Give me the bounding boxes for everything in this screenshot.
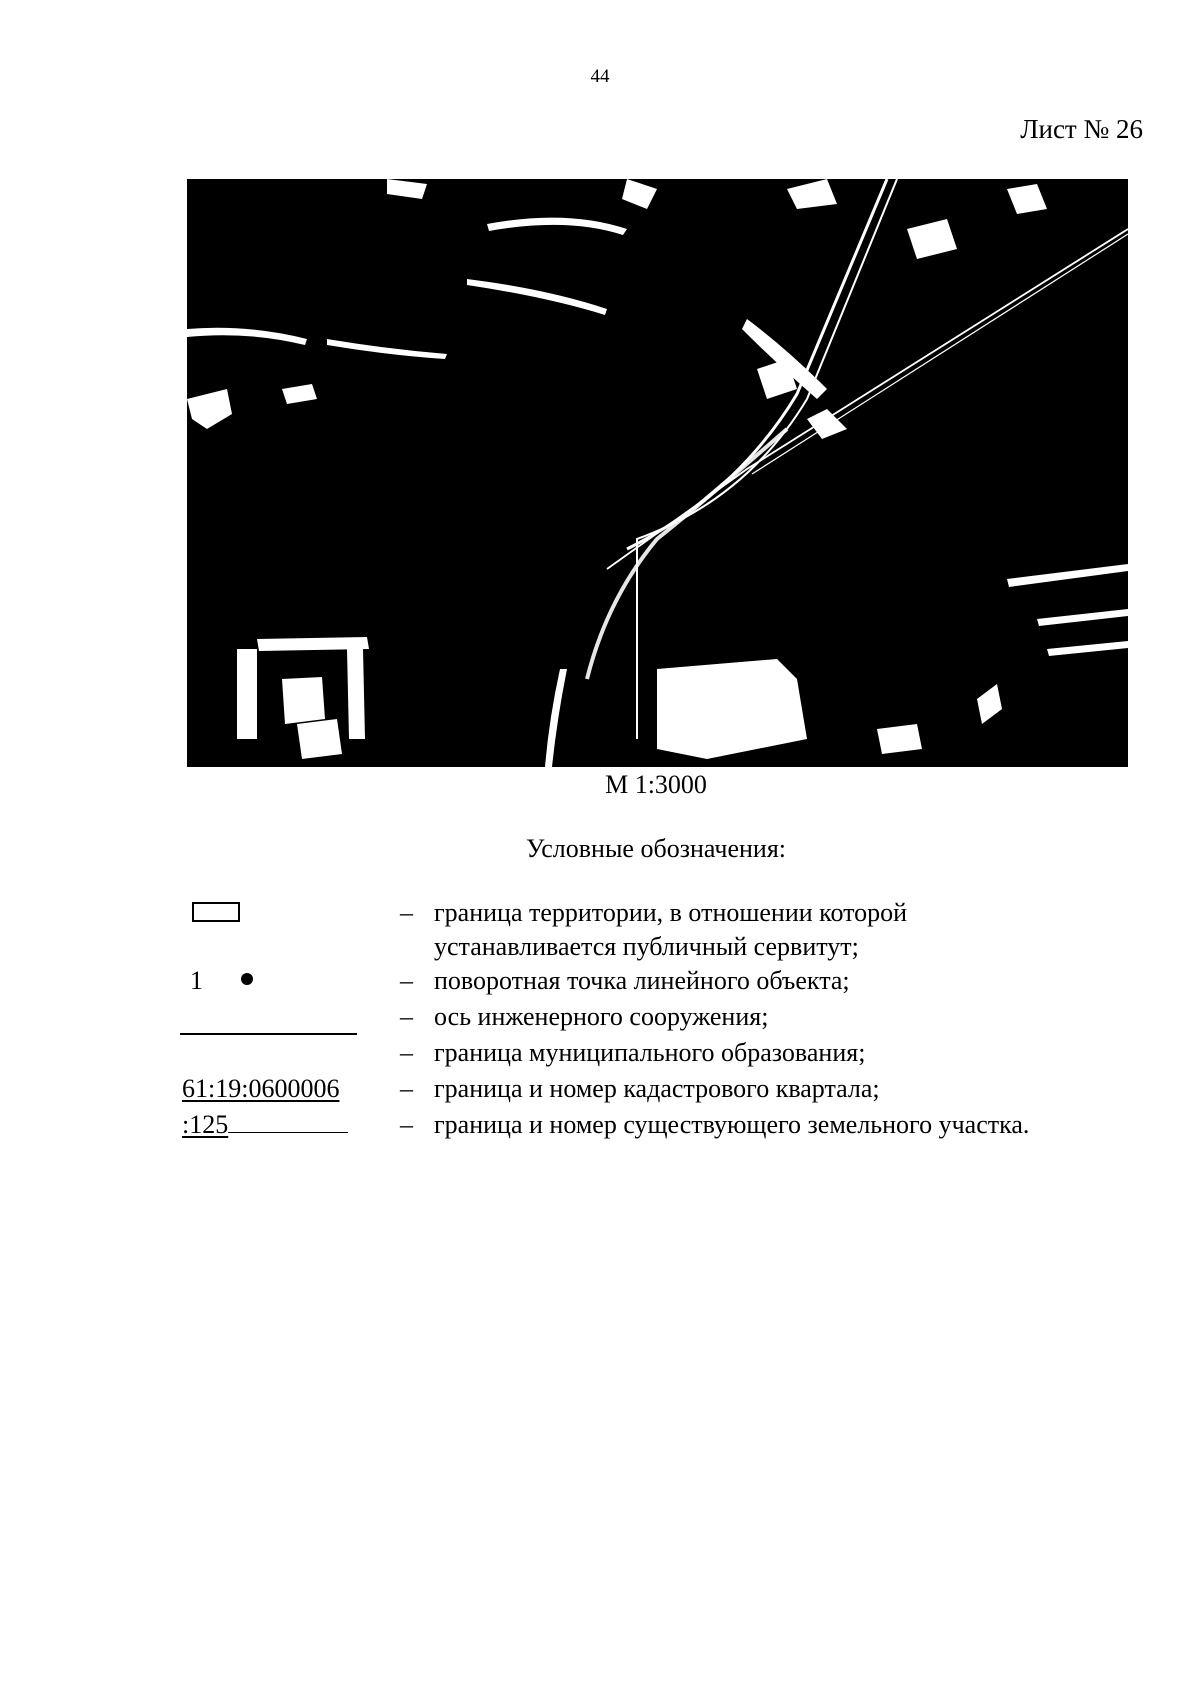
- legend-row-cadastral-quarter: [180, 1072, 1135, 1108]
- legend-description: поворотная точка линейного объекта;: [434, 966, 850, 995]
- legend-title: Условные обозначения:: [525, 834, 787, 863]
- legend-symbol-cell: [180, 1072, 390, 1108]
- legend-dash: –: [400, 966, 413, 995]
- cadastral-number-label: 61:19:0600006: [182, 1074, 340, 1103]
- sheet-label: Лист № 26: [1020, 114, 1143, 144]
- map-scale: М 1:3000: [605, 770, 707, 799]
- boundary-rectangle-icon: [192, 902, 240, 922]
- legend-symbol-cell: [180, 1000, 390, 1036]
- legend-row-land-plot: [180, 1108, 1135, 1144]
- legend-symbol-cell: [180, 1108, 390, 1144]
- legend-symbol-cell: [180, 964, 390, 1000]
- legend-description-line: устанавливается публичный сервитут;: [434, 932, 859, 961]
- land-plot-number-text: :125: [182, 1110, 229, 1139]
- legend-description: ось инженерного сооружения;: [434, 1002, 769, 1031]
- map-image: [187, 179, 1128, 767]
- legend-row-servitude-boundary: [180, 896, 1135, 964]
- legend-description: граница муниципального образования;: [434, 1038, 866, 1067]
- legend-description-line: граница территории, в отношении которой: [434, 898, 908, 927]
- point-number-label: 1: [190, 966, 203, 995]
- legend: [180, 896, 1135, 1144]
- legend-symbol-cell: [180, 1036, 390, 1072]
- legend-symbol-cell: [180, 896, 390, 964]
- legend-dash: –: [400, 1074, 413, 1103]
- legend-description: граница и номер кадастрового квартала;: [434, 1074, 880, 1103]
- legend-row-engineering-axis: [180, 1000, 1135, 1036]
- municipal-boundary-line-icon: [180, 1033, 357, 1035]
- legend-row-turning-point: [180, 964, 1135, 1000]
- land-plot-underline: [228, 1132, 348, 1133]
- legend-description: [434, 896, 1135, 964]
- legend-row-municipal-boundary: [180, 1036, 1135, 1072]
- satellite-map: [187, 179, 1128, 767]
- legend-dash: –: [400, 1038, 413, 1067]
- page-number: 44: [590, 66, 610, 87]
- legend-dash: –: [400, 898, 413, 927]
- legend-dash: –: [400, 1002, 413, 1031]
- legend-dash: –: [400, 1110, 413, 1139]
- point-dot-icon: [241, 973, 253, 985]
- legend-description: граница и номер существующего земельного участка.: [434, 1110, 1030, 1139]
- land-plot-number-label: [182, 1108, 354, 1142]
